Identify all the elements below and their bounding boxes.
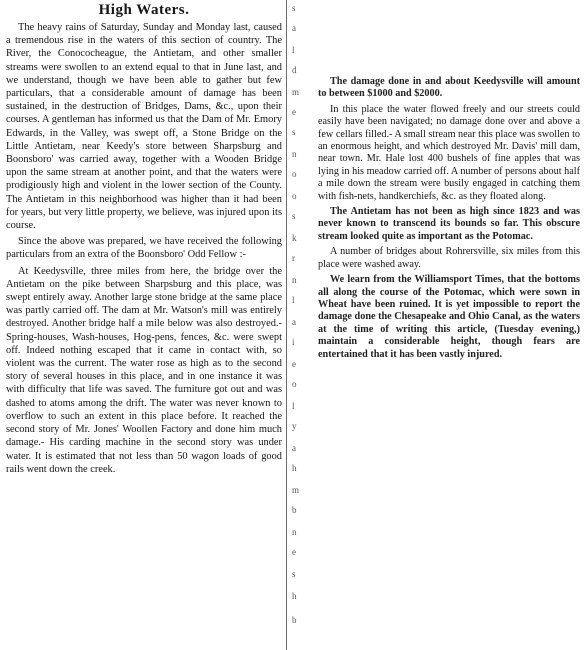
gutter-letter: e [292,359,296,369]
gutter-letter: h [292,463,297,473]
gutter-letter: l [292,45,295,55]
article-paragraph: The damage done in and about Keedysville will amount to between $1000 and $2000. [318,76,580,100]
gutter-letter: s [292,569,296,579]
gutter-letter: r [292,253,295,263]
gutter-letter: n [292,275,297,285]
article-paragraph: A number of bridges about Rohrersville, six miles from this place were washed away. [318,246,580,270]
article-column-left [6,2,282,648]
gutter-letter: a [292,443,296,453]
gutter-letter: o [292,379,297,389]
article-paragraph: The heavy rains of Saturday, Sunday and Monday last, caused a tremendous rise in the waters of this section of country. The River, the Conococheague, the Antietam, and other smaller streams were swollen to an extend equal to that in June last, and we understand, though we have been able to gather but few particulars, that a considerable amount of damage has been sustained, in the destruction of Bridges, Dams, &c., upon their courses. A gentleman has informed us that the Dam of Mr. Emory Edwards, in the Valley, was swept off, a Stone Bridge on the Little Antietam, near Keedy's store between Sharpsburg and Boonsboro' was carried away, together with a Wooden Bridge upon the same stream at another point, and that the waters were prodigiously high and violent in the lower section of the County. The Antietam in this neighborhood was higher than it had been for years, but very little property, we believe, was injured upon its course. [6,22,282,232]
gutter-letter: b [292,615,297,625]
gutter-letter: e [292,107,296,117]
gutter-letter: y [292,421,297,431]
gutter-letter: m [292,485,300,495]
gutter-letter: a [292,23,296,33]
article-paragraph: We learn from the Williamsport Times, that the bottoms all along the course of the Potomac, which were sown in Wheat have been ruined. It is yet impossible to report the damage done the Chesapeake and Ohio Canal, as the waters at the time of writing this article, (Tuesday evening,) maintain a considerable height, though fears are entertained that it has been vastly injured. [318,274,580,360]
gutter-letter: l [292,401,295,411]
gutter-letter: b [292,505,297,515]
column-divider [286,0,287,650]
gutter-letter: s [292,211,296,221]
gutter-letter: o [292,169,297,179]
gutter-letter: s [292,3,296,13]
gutter-letter: i [292,337,295,347]
article-paragraph: Since the above was prepared, we have received the following particulars from an extra of the Boonsboro' Odd Fellow :- [6,236,282,261]
gutter-letter: d [292,65,297,75]
article-column-right [318,76,580,466]
gutter-letter: h [292,591,297,601]
adjacent-column-fragment [290,0,308,650]
article-paragraph: The Antietam has not been as high since 1823 and was never known to transcend its bounds so far. This obscure stream looked quite as important as the Potomac. [318,206,580,242]
gutter-letter: l [292,295,295,305]
article-paragraph: At Keedysville, three miles from here, the bridge over the Antietam on the pike between Sharpsburg and this place, was swept entirely away. Another large stone bridge at the same place was partly carried off. The dam at Mr. Watson's mill was entirely destroyed. Another bridge half a mile below was also destroyed.- Spring-houses, Wash-houses, Hog-pens, fences, &c. were swept off. Indeed nothing escaped that it came in contact with, so violent was the current. The water rose as high as to the second story of several houses in this place, and in one instance it was with difficulty that life was saved. The furniture got out and was dashed to atoms among the drift. The water was never known to overflow to such an extent in this place before. It reached the second story of Mr. Jones' Woollen Factory and done him much damage.- His carding machine in the second story was under water. It is estimated that not less than 50 wagon loads of good rails went down the creek. [6,265,282,475]
gutter-letter: n [292,527,297,537]
article-headline: High Waters. [98,2,190,18]
gutter-letter: o [292,191,297,201]
gutter-letter: n [292,149,297,159]
gutter-letter: a [292,317,296,327]
gutter-letter: e [292,547,296,557]
article-paragraph: In this place the water flowed freely and our streets could easily have been navigated; no damage done over and above a few cellars filled.- A small stream near this place was swollen to an enormous height, and which destroyed Mr. Davis' mill dam, near town. Mr. Hale lost 400 bushels of fine apples that was lying in his meadow carried off. A number of persons about half a mile down the stream were busily engaged in catching them with fish-nets, handkerchiefs, &c. as they floated along. [318,103,580,202]
gutter-letter: k [292,233,297,243]
gutter-letter: s [292,127,296,137]
gutter-letter: m [292,87,300,97]
